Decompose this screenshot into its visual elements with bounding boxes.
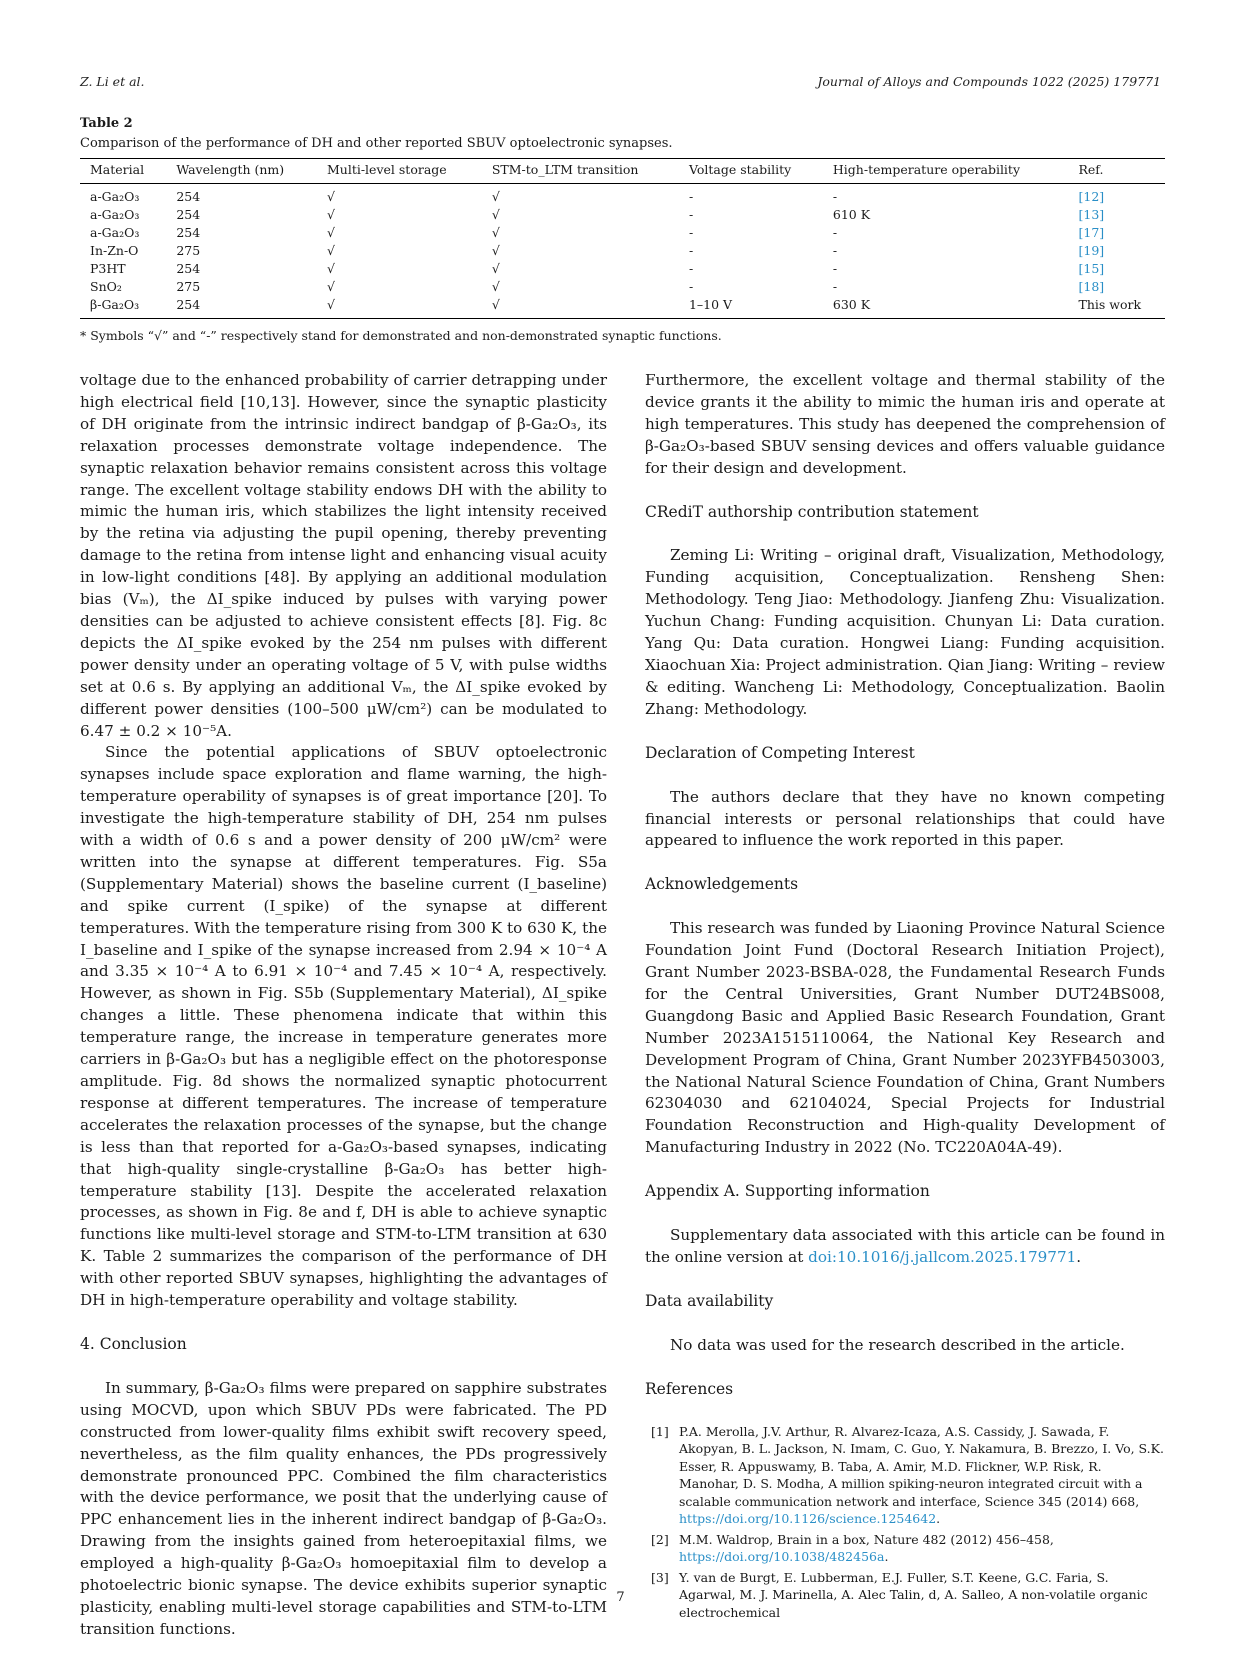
table-cell-voltage: -: [688, 243, 694, 258]
table-cell-voltage: -: [688, 189, 694, 204]
table-cell-material: a-Ga₂O₃: [90, 225, 140, 240]
table-cell-voltage: -: [688, 207, 694, 222]
section-heading-data: Data availability: [645, 1291, 774, 1310]
table-cell-material: β-Ga₂O₃: [80, 296, 166, 319]
table-cell-multi: √: [326, 279, 335, 294]
table-cell-ref[interactable]: [13]: [1078, 207, 1105, 222]
section-heading-acknowledgements: Acknowledgements: [645, 875, 799, 894]
table-cell-hightemp: -: [832, 243, 838, 258]
reference-item: [645, 1423, 1165, 1528]
table-cell-multi: √: [326, 243, 335, 258]
table-row: [80, 278, 1165, 296]
table-cell-multi: √: [326, 261, 335, 276]
paragraph: No data was used for the research described in the article.: [670, 1335, 1125, 1354]
reference-doi-link[interactable]: https://doi.org/10.1126/science.1254642: [679, 1511, 937, 1527]
section-heading-conclusion: 4. Conclusion: [80, 1334, 187, 1353]
table-cell-hightemp: -: [832, 189, 838, 204]
table-cell-hightemp: 610 K: [832, 207, 871, 222]
paragraph: In summary, β-Ga₂O₃ films were prepared on sapphire substrates using MOCVD, upon which SBUV PDs were fabricated. The PD constructed from lower-quality films exhibit swift recovery speed, nevertheless, as the film quality enhances, the PDs progressively demonstrate pronounced PPC. Combined the film characteristics with the device performance, we posit that the underlying cause of PPC enhancement lies in the inherent indirect bandgap of β-Ga₂O₃. Drawing from the insights gained from heteroepitaxial films, we employed a high-quality β-Ga₂O₃ homoepitaxial film to develop a photoelectric bionic synapse. The device exhibits superior synaptic plasticity, enabling multi-level storage capabilities and STM-to-LTM transition functions.: [80, 1378, 607, 1638]
reference-number: [2]: [651, 1531, 669, 1547]
table-row: [80, 242, 1165, 260]
paragraph: Zeming Li: Writing – original draft, Visualization, Methodology, Funding acquisition, Conceptualization. Rensheng Shen: Methodology. Teng Jiao: Methodology. Jianfeng Zhu: Visualization. Yuchun Chang: Funding acquisition. Chunyan Li: Data curation. Yang Qu: Data curation. Hongwei Liang: Funding acquisition. Xiaochuan Xia: Project administration. Qian Jiang: Writing – review & editing. Wancheng Li: Methodology, Conceptualization. Baolin Zhang: Methodology.: [645, 546, 1165, 718]
table-cell-stm: √: [491, 225, 500, 240]
table-header-row: [80, 159, 1165, 184]
reference-text: M.M. Waldrop, Brain in a box, Nature 482 (2012) 456–458, https://doi.org/10.1038/482456a.: [679, 1531, 1054, 1565]
reference-body: P.A. Merolla, J.V. Arthur, R. Alvarez-Icaza, A.S. Cassidy, J. Sawada, F. Akopyan, B. L. Jackson, N. Imam, C. Guo, Y. Nakamura, B. Brezzo, I. Vo, S.K. Esser, R. Appuswamy, B. Taba, A. Amir, M.D. Flickner, W.P. Risk, R. Manohar, D. S. Modha, A million spiking-neuron integrated circuit with a scalable communication network and interface, Science 345 (2014) 668,: [679, 1423, 1164, 1509]
running-header-journal: Journal of Alloys and Compounds 1022 (2025) 179771: [817, 74, 1161, 89]
table-row: [80, 296, 1165, 319]
table-cell-material: a-Ga₂O₃: [90, 189, 140, 204]
table-cell-wavelength: 254: [176, 225, 201, 240]
col-header: STM-to_LTM transition: [482, 159, 679, 184]
table-cell-wavelength: 254: [176, 261, 201, 276]
table-cell-stm: √: [491, 243, 500, 258]
table-cell-stm: √: [482, 296, 679, 319]
table-cell-ref[interactable]: [15]: [1078, 261, 1105, 276]
table-cell-ref[interactable]: [18]: [1078, 279, 1105, 294]
table-cell-material: a-Ga₂O₃: [90, 207, 140, 222]
col-header: Wavelength (nm): [166, 159, 317, 184]
table-row: [80, 260, 1165, 278]
table-cell-multi: √: [326, 207, 335, 222]
table-cell-wavelength: 275: [176, 279, 201, 294]
table-cell-material: In-Zn-O: [90, 243, 139, 258]
appendix-text: Supplementary data associated with this article can be found in the online version at: [645, 1226, 1165, 1266]
paragraph: Furthermore, the excellent voltage and thermal stability of the device grants it the ability to mimic the human iris and operate at high temperatures. This study has deepened the comprehension of β-Ga₂O₃-based SBUV sensing devices and offers valuable guidance for their design and development.: [645, 371, 1165, 477]
doi-link[interactable]: doi:10.1016/j.jallcom.2025.179771: [808, 1248, 1077, 1266]
reference-number: [3]: [651, 1569, 669, 1585]
reference-number: [1]: [651, 1423, 669, 1439]
right-column: [645, 370, 1165, 1624]
col-header: Material: [80, 159, 166, 184]
col-header: Voltage stability: [679, 159, 823, 184]
table-cell-hightemp: -: [832, 261, 838, 276]
table-cell-hightemp: -: [832, 225, 838, 240]
col-header: High-temperature operability: [823, 159, 1069, 184]
table-cell-material: SnO₂: [90, 279, 122, 294]
table-cell-material: P3HT: [90, 261, 126, 276]
col-header: Ref.: [1069, 159, 1166, 184]
col-header: Multi-level storage: [317, 159, 482, 184]
table-number: Table 2: [80, 116, 133, 131]
reference-body: Y. van de Burgt, E. Lubberman, E.J. Fuller, S.T. Keene, G.C. Faria, S. Agarwal, M. J. Marinella, A. Alec Talin, d, A. Salleo, A non-volatile organic electrochemical: [679, 1569, 1148, 1620]
table-cell-wavelength: 254: [176, 207, 201, 222]
table-row: [80, 206, 1165, 224]
section-heading-references: References: [645, 1379, 734, 1398]
comparison-table: [80, 158, 1165, 319]
section-heading-appendix: Appendix A. Supporting information: [645, 1182, 930, 1201]
table-cell-wavelength: 254: [176, 189, 201, 204]
running-header-authors: Z. Li et al.: [80, 74, 145, 89]
table-footnote: * Symbols “√” and “-” respectively stand for demonstrated and non-demonstrated synaptic functions.: [80, 328, 722, 343]
section-heading-competing: Declaration of Competing Interest: [645, 743, 915, 762]
reference-item: [645, 1531, 1165, 1566]
left-column: [80, 370, 607, 1641]
paragraph: Since the potential applications of SBUV optoelectronic synapses include space exploration and flame warning, the high-temperature operability of synapses is of great importance [20]. To investigate the high-temperature stability of DH, 254 nm pulses with a width of 0.6 s and a power density of 200 μW/cm² were written into the synapse at different temperatures. Fig. S5a (Supplementary Material) shows the baseline current (I_baseline) and spike current (I_spike) of the synapse at different temperatures. With the temperature rising from 300 K to 630 K, the I_baseline and I_spike of the synapse increased from 2.94 × 10⁻⁴ A and 3.35 × 10⁻⁴ A to 6.91 × 10⁻⁴ and 7.45 × 10⁻⁴ A, respectively. However, as shown in Fig. S5b (Supplementary Material), ΔI_spike changes a little. These phenomena indicate that within this temperature range, the increase in temperature generates more carriers in β-Ga₂O₃ but has a negligible effect on the photoresponse amplitude. Fig. 8d shows the normalized synaptic photocurrent response at different temperatures. The increase of temperature accelerates the relaxation processes of the synapse, but the change is less than that reported for a-Ga₂O₃-based synapses, indicating that high-quality single-crystalline β-Ga₂O₃ has better high-temperature stability [13]. Despite the accelerated relaxation processes, as shown in Fig. 8e and f, DH is able to achieve synaptic functions like multi-level storage and STM-to-LTM transition at 630 K. Table 2 summarizes the comparison of the performance of DH with other reported SBUV synapses, highlighting the advantages of DH in high-temperature operability and voltage stability.: [80, 743, 607, 1310]
table-cell-hightemp: -: [832, 279, 838, 294]
paragraph: voltage due to the enhanced probability of carrier detrapping under high electrical field [10,13]. However, since the synaptic plasticity of DH originate from the intrinsic indirect bandgap of β-Ga₂O₃, its relaxation processes demonstrate voltage independence. The synaptic relaxation behavior remains consistent across this voltage range. The excellent voltage stability endows DH with the ability to mimic the human iris, which stabilizes the light intensity received by the retina via adjusting the pupil opening, thereby preventing damage to the retina from intense light and enhancing visual acuity in low-light conditions [48]. By applying an additional modulation bias (Vₘ), the ΔI_spike induced by pulses with varying power densities can be adjusted to achieve consistent effects [8]. Fig. 8c depicts the ΔI_spike evoked by the 254 nm pulses with different power density under an operating voltage of 5 V, with pulse widths set at 0.6 s. By applying an additional Vₘ, the ΔI_spike evoked by different power densities (100–500 μW/cm²) can be modulated to 6.47 ± 0.2 × 10⁻⁵A.: [80, 371, 607, 740]
table-cell-hightemp: 630 K: [823, 296, 1069, 319]
table-cell-ref[interactable]: [17]: [1078, 225, 1105, 240]
table-cell-voltage: -: [688, 279, 694, 294]
table-cell-wavelength: 254: [166, 296, 317, 319]
section-heading-credit: CRediT authorship contribution statement: [645, 502, 979, 521]
table-cell-ref[interactable]: [19]: [1078, 243, 1105, 258]
table-title: Comparison of the performance of DH and other reported SBUV optoelectronic synapses.: [80, 136, 673, 151]
reference-body: M.M. Waldrop, Brain in a box, Nature 482 (2012) 456–458,: [679, 1531, 1054, 1547]
paragraph: The authors declare that they have no known competing financial interests or personal relationships that could have appeared to influence the work reported in this paper.: [645, 787, 1165, 850]
page-number: 7: [616, 1590, 625, 1605]
reference-text: P.A. Merolla, J.V. Arthur, R. Alvarez-Icaza, A.S. Cassidy, J. Sawada, F. Akopyan, B. L. Jackson, N. Imam, C. Guo, Y. Nakamura, B. Brezzo, I. Vo, S.K. Esser, R. Appuswamy, B. Taba, A. Amir, M.D. Flickner, W.P. Risk, R. Manohar, D. S. Modha, A million spiking-neuron integrated circuit with a scalable communication network and interface, Science 345 (2014) 668, https://doi.org/10.1126/science.1254642.: [679, 1423, 1164, 1527]
table-cell-multi: √: [326, 189, 335, 204]
table-cell-stm: √: [491, 189, 500, 204]
table-cell-wavelength: 275: [176, 243, 201, 258]
table-cell-stm: √: [491, 279, 500, 294]
table-cell-ref[interactable]: [12]: [1078, 189, 1105, 204]
table-cell-voltage: -: [688, 225, 694, 240]
reference-doi-link[interactable]: https://doi.org/10.1038/482456a: [679, 1549, 885, 1565]
table-row: [80, 224, 1165, 242]
table-cell-stm: √: [491, 207, 500, 222]
table-cell-multi: √: [326, 225, 335, 240]
table-caption: [80, 114, 1165, 154]
table-cell-ref: This work: [1069, 296, 1166, 319]
paragraph: This research was funded by Liaoning Province Natural Science Foundation Joint Fund (Doctoral Research Initiation Project), Grant Number 2023-BSBA-028, the Fundamental Research Funds for the Central Universities, Grant Number DUT24BS008, Guangdong Basic and Applied Basic Research Foundation, Grant Number 2023A1515110064, the National Key Research and Development Program of China, Grant Number 2023YFB4503003, the National Natural Science Foundation of China, Grant Numbers 62304030 and 62104024, Special Projects for Industrial Foundation Reconstruction and High-quality Development of Manufacturing Industry in 2022 (No. TC220A04A-49).: [645, 919, 1165, 1157]
table-cell-multi: √: [317, 296, 482, 319]
table-cell-voltage: -: [688, 261, 694, 276]
paragraph: Supplementary data associated with this article can be found in the online version at doi:10.1016/j.jallcom.2025.179771.: [645, 1226, 1165, 1266]
table-row: [80, 184, 1165, 207]
table-cell-stm: √: [491, 261, 500, 276]
table-cell-voltage: 1–10 V: [679, 296, 823, 319]
